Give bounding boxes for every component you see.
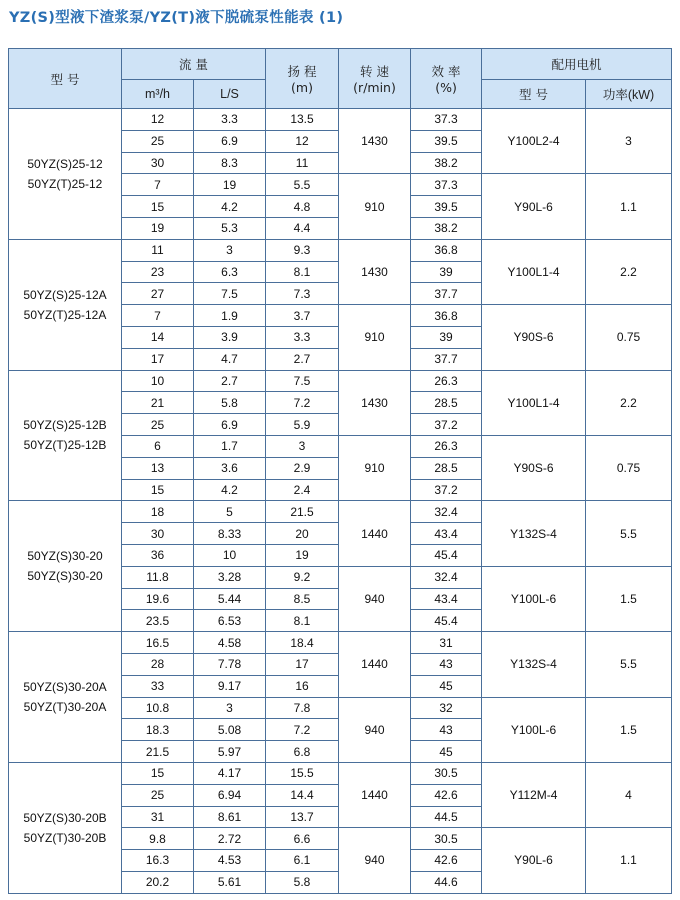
- flow-m3h-cell: 9.8: [122, 828, 194, 850]
- table-row: [9, 632, 672, 654]
- speed-cell: 910: [339, 174, 411, 239]
- header-head-label: 扬 程: [287, 64, 317, 79]
- flow-m3h-cell: 23.5: [122, 610, 194, 632]
- flow-ls-cell: 4.7: [194, 348, 266, 370]
- flow-ls-cell: 5.3: [194, 217, 266, 239]
- flow-m3h-cell: 33: [122, 675, 194, 697]
- flow-m3h-cell: 10: [122, 370, 194, 392]
- efficiency-cell: 37.3: [411, 109, 482, 131]
- efficiency-cell: 37.2: [411, 414, 482, 436]
- motor-power-cell: 5.5: [586, 501, 672, 566]
- header-speed-label: 转 速: [360, 64, 389, 79]
- flow-ls-cell: 10: [194, 544, 266, 566]
- flow-ls-cell: 5.08: [194, 719, 266, 741]
- flow-m3h-cell: 11: [122, 239, 194, 261]
- model-name: 50YZ(S)30-20B: [23, 810, 107, 825]
- flow-m3h-cell: 28: [122, 653, 194, 675]
- head-cell: 8.5: [266, 588, 339, 610]
- head-cell: 13.5: [266, 109, 339, 131]
- efficiency-cell: 37.2: [411, 479, 482, 501]
- flow-m3h-cell: 19.6: [122, 588, 194, 610]
- flow-m3h-cell: 11.8: [122, 566, 194, 588]
- model-name: 50YZ(T)30-20B: [23, 830, 107, 845]
- table-row: [9, 239, 672, 261]
- efficiency-cell: 45.4: [411, 610, 482, 632]
- flow-m3h-cell: 13: [122, 457, 194, 479]
- efficiency-cell: 45: [411, 675, 482, 697]
- header-flow-m3h: m³/h: [122, 80, 194, 109]
- head-cell: 5.5: [266, 174, 339, 196]
- header-motor-model: 型 号: [482, 80, 586, 109]
- header-efficiency-label: 效 率: [431, 64, 461, 79]
- efficiency-cell: 43: [411, 653, 482, 675]
- motor-model-cell: Y90S-6: [482, 435, 586, 500]
- flow-ls-cell: 4.2: [194, 479, 266, 501]
- efficiency-cell: 42.6: [411, 784, 482, 806]
- table-row: [9, 109, 672, 131]
- head-cell: 9.3: [266, 239, 339, 261]
- flow-m3h-cell: 25: [122, 784, 194, 806]
- header-head-unit: (m): [291, 80, 313, 95]
- table-body: [9, 109, 672, 894]
- speed-cell: 1430: [339, 109, 411, 174]
- flow-m3h-cell: 21: [122, 392, 194, 414]
- head-cell: 7.8: [266, 697, 339, 719]
- performance-table: [8, 48, 672, 894]
- head-cell: 2.9: [266, 457, 339, 479]
- head-cell: 8.1: [266, 261, 339, 283]
- head-cell: 2.4: [266, 479, 339, 501]
- head-cell: 6.1: [266, 850, 339, 872]
- motor-model-cell: Y90L-6: [482, 828, 586, 893]
- flow-ls-cell: 19: [194, 174, 266, 196]
- speed-cell: 940: [339, 566, 411, 631]
- motor-power-cell: 0.75: [586, 305, 672, 370]
- flow-m3h-cell: 15: [122, 762, 194, 784]
- efficiency-cell: 45: [411, 741, 482, 763]
- motor-model-cell: Y90L-6: [482, 174, 586, 239]
- model-cell: [9, 239, 122, 370]
- efficiency-cell: 39.5: [411, 196, 482, 218]
- flow-m3h-cell: 12: [122, 109, 194, 131]
- motor-power-cell: 2.2: [586, 370, 672, 435]
- efficiency-cell: 28.5: [411, 392, 482, 414]
- motor-model-cell: Y100L1-4: [482, 370, 586, 435]
- model-cell: [9, 109, 122, 240]
- speed-cell: 1430: [339, 239, 411, 304]
- efficiency-cell: 32: [411, 697, 482, 719]
- header-efficiency: [411, 49, 482, 109]
- flow-m3h-cell: 16.5: [122, 632, 194, 654]
- header-motor: 配用电机: [482, 49, 672, 80]
- model-name: 50YZ(T)25-12A: [23, 307, 107, 322]
- model-name: 50YZ(S)30-20: [27, 549, 103, 564]
- efficiency-cell: 32.4: [411, 501, 482, 523]
- head-cell: 5.8: [266, 871, 339, 893]
- flow-ls-cell: 9.17: [194, 675, 266, 697]
- head-cell: 4.4: [266, 217, 339, 239]
- flow-m3h-cell: 6: [122, 435, 194, 457]
- speed-cell: 1430: [339, 370, 411, 435]
- motor-power-cell: 1.5: [586, 566, 672, 631]
- flow-m3h-cell: 18.3: [122, 719, 194, 741]
- flow-ls-cell: 4.58: [194, 632, 266, 654]
- model-cell: [9, 501, 122, 632]
- flow-ls-cell: 6.9: [194, 130, 266, 152]
- head-cell: 3.7: [266, 305, 339, 327]
- motor-model-cell: Y100L2-4: [482, 109, 586, 174]
- flow-m3h-cell: 25: [122, 130, 194, 152]
- efficiency-cell: 37.7: [411, 283, 482, 305]
- model-name: 50YZ(S)30-20A: [23, 680, 107, 695]
- motor-model-cell: Y132S-4: [482, 632, 586, 697]
- speed-cell: 1440: [339, 762, 411, 827]
- head-cell: 7.2: [266, 719, 339, 741]
- motor-power-cell: 5.5: [586, 632, 672, 697]
- head-cell: 19: [266, 544, 339, 566]
- header-flow-ls: L/S: [194, 80, 266, 109]
- flow-ls-cell: 1.9: [194, 305, 266, 327]
- flow-m3h-cell: 16.3: [122, 850, 194, 872]
- flow-ls-cell: 7.78: [194, 653, 266, 675]
- head-cell: 11: [266, 152, 339, 174]
- head-cell: 9.2: [266, 566, 339, 588]
- flow-ls-cell: 3.6: [194, 457, 266, 479]
- speed-cell: 1440: [339, 632, 411, 697]
- head-cell: 17: [266, 653, 339, 675]
- flow-m3h-cell: 7: [122, 305, 194, 327]
- header-speed-unit: (r/min): [353, 80, 396, 95]
- header-head: [266, 49, 339, 109]
- table-row: [9, 501, 672, 523]
- model-cell: [9, 762, 122, 893]
- flow-m3h-cell: 21.5: [122, 741, 194, 763]
- model-cell: [9, 370, 122, 501]
- flow-m3h-cell: 30: [122, 523, 194, 545]
- motor-power-cell: 0.75: [586, 435, 672, 500]
- efficiency-cell: 44.6: [411, 871, 482, 893]
- flow-m3h-cell: 10.8: [122, 697, 194, 719]
- flow-m3h-cell: 17: [122, 348, 194, 370]
- flow-ls-cell: 6.94: [194, 784, 266, 806]
- speed-cell: 910: [339, 435, 411, 500]
- page-title: YZ(S)型液下渣浆泵/YZ(T)液下脱硫泵性能表 (1): [9, 10, 344, 26]
- efficiency-cell: 43.4: [411, 588, 482, 610]
- flow-m3h-cell: 7: [122, 174, 194, 196]
- motor-power-cell: 1.1: [586, 828, 672, 893]
- head-cell: 15.5: [266, 762, 339, 784]
- efficiency-cell: 43.4: [411, 523, 482, 545]
- motor-power-cell: 4: [586, 762, 672, 827]
- table-row: [9, 370, 672, 392]
- efficiency-cell: 38.2: [411, 217, 482, 239]
- flow-m3h-cell: 36: [122, 544, 194, 566]
- model-name: 50YZ(S)25-12: [27, 156, 103, 171]
- flow-m3h-cell: 30: [122, 152, 194, 174]
- flow-m3h-cell: 18: [122, 501, 194, 523]
- motor-model-cell: Y100L-6: [482, 697, 586, 762]
- flow-ls-cell: 5: [194, 501, 266, 523]
- efficiency-cell: 36.8: [411, 239, 482, 261]
- model-name: 50YZ(S)25-12B: [23, 418, 107, 433]
- flow-m3h-cell: 27: [122, 283, 194, 305]
- flow-ls-cell: 8.33: [194, 523, 266, 545]
- efficiency-cell: 30.5: [411, 828, 482, 850]
- flow-ls-cell: 8.61: [194, 806, 266, 828]
- header-efficiency-unit: (%): [435, 80, 457, 95]
- flow-ls-cell: 3.9: [194, 326, 266, 348]
- efficiency-cell: 31: [411, 632, 482, 654]
- motor-power-cell: 1.5: [586, 697, 672, 762]
- flow-ls-cell: 5.97: [194, 741, 266, 763]
- flow-ls-cell: 5.61: [194, 871, 266, 893]
- flow-ls-cell: 5.44: [194, 588, 266, 610]
- head-cell: 6.6: [266, 828, 339, 850]
- model-cell: [9, 632, 122, 763]
- speed-cell: 940: [339, 697, 411, 762]
- motor-model-cell: Y90S-6: [482, 305, 586, 370]
- model-name: 50YZ(S)30-20: [27, 569, 103, 584]
- flow-ls-cell: 6.9: [194, 414, 266, 436]
- flow-ls-cell: 3: [194, 239, 266, 261]
- header-motor-power: 功率(kW): [586, 80, 672, 109]
- head-cell: 21.5: [266, 501, 339, 523]
- flow-ls-cell: 4.17: [194, 762, 266, 784]
- efficiency-cell: 45.4: [411, 544, 482, 566]
- header-flow: 流 量: [122, 49, 266, 80]
- flow-m3h-cell: 15: [122, 479, 194, 501]
- efficiency-cell: 32.4: [411, 566, 482, 588]
- flow-ls-cell: 2.7: [194, 370, 266, 392]
- flow-ls-cell: 8.3: [194, 152, 266, 174]
- efficiency-cell: 37.7: [411, 348, 482, 370]
- model-name: 50YZ(T)25-12B: [23, 438, 107, 453]
- motor-model-cell: Y100L-6: [482, 566, 586, 631]
- flow-m3h-cell: 19: [122, 217, 194, 239]
- motor-power-cell: 1.1: [586, 174, 672, 239]
- flow-ls-cell: 4.2: [194, 196, 266, 218]
- flow-m3h-cell: 14: [122, 326, 194, 348]
- flow-ls-cell: 2.72: [194, 828, 266, 850]
- table-row: [9, 762, 672, 784]
- flow-ls-cell: 3.28: [194, 566, 266, 588]
- flow-ls-cell: 3.3: [194, 109, 266, 131]
- head-cell: 18.4: [266, 632, 339, 654]
- flow-ls-cell: 6.3: [194, 261, 266, 283]
- efficiency-cell: 39.5: [411, 130, 482, 152]
- flow-m3h-cell: 15: [122, 196, 194, 218]
- flow-m3h-cell: 31: [122, 806, 194, 828]
- model-name: 50YZ(S)25-12A: [23, 287, 107, 302]
- header-speed: [339, 49, 411, 109]
- efficiency-cell: 37.3: [411, 174, 482, 196]
- efficiency-cell: 43: [411, 719, 482, 741]
- flow-m3h-cell: 20.2: [122, 871, 194, 893]
- flow-ls-cell: 7.5: [194, 283, 266, 305]
- header-model: 型 号: [9, 49, 122, 109]
- efficiency-cell: 26.3: [411, 435, 482, 457]
- motor-power-cell: 3: [586, 109, 672, 174]
- head-cell: 13.7: [266, 806, 339, 828]
- efficiency-cell: 44.5: [411, 806, 482, 828]
- head-cell: 3.3: [266, 326, 339, 348]
- head-cell: 6.8: [266, 741, 339, 763]
- flow-ls-cell: 1.7: [194, 435, 266, 457]
- head-cell: 7.2: [266, 392, 339, 414]
- motor-model-cell: Y100L1-4: [482, 239, 586, 304]
- flow-m3h-cell: 23: [122, 261, 194, 283]
- speed-cell: 940: [339, 828, 411, 893]
- head-cell: 12: [266, 130, 339, 152]
- efficiency-cell: 39: [411, 261, 482, 283]
- head-cell: 8.1: [266, 610, 339, 632]
- model-name: 50YZ(T)25-12: [27, 176, 103, 191]
- motor-power-cell: 2.2: [586, 239, 672, 304]
- efficiency-cell: 26.3: [411, 370, 482, 392]
- head-cell: 4.8: [266, 196, 339, 218]
- efficiency-cell: 28.5: [411, 457, 482, 479]
- efficiency-cell: 42.6: [411, 850, 482, 872]
- head-cell: 14.4: [266, 784, 339, 806]
- motor-model-cell: Y132S-4: [482, 501, 586, 566]
- flow-ls-cell: 3: [194, 697, 266, 719]
- head-cell: 20: [266, 523, 339, 545]
- head-cell: 16: [266, 675, 339, 697]
- head-cell: 5.9: [266, 414, 339, 436]
- speed-cell: 1440: [339, 501, 411, 566]
- flow-m3h-cell: 25: [122, 414, 194, 436]
- efficiency-cell: 39: [411, 326, 482, 348]
- flow-ls-cell: 4.53: [194, 850, 266, 872]
- model-name: 50YZ(T)30-20A: [23, 700, 107, 715]
- head-cell: 7.3: [266, 283, 339, 305]
- motor-model-cell: Y112M-4: [482, 762, 586, 827]
- flow-ls-cell: 5.8: [194, 392, 266, 414]
- head-cell: 7.5: [266, 370, 339, 392]
- speed-cell: 910: [339, 305, 411, 370]
- efficiency-cell: 38.2: [411, 152, 482, 174]
- efficiency-cell: 36.8: [411, 305, 482, 327]
- head-cell: 2.7: [266, 348, 339, 370]
- head-cell: 3: [266, 435, 339, 457]
- flow-ls-cell: 6.53: [194, 610, 266, 632]
- efficiency-cell: 30.5: [411, 762, 482, 784]
